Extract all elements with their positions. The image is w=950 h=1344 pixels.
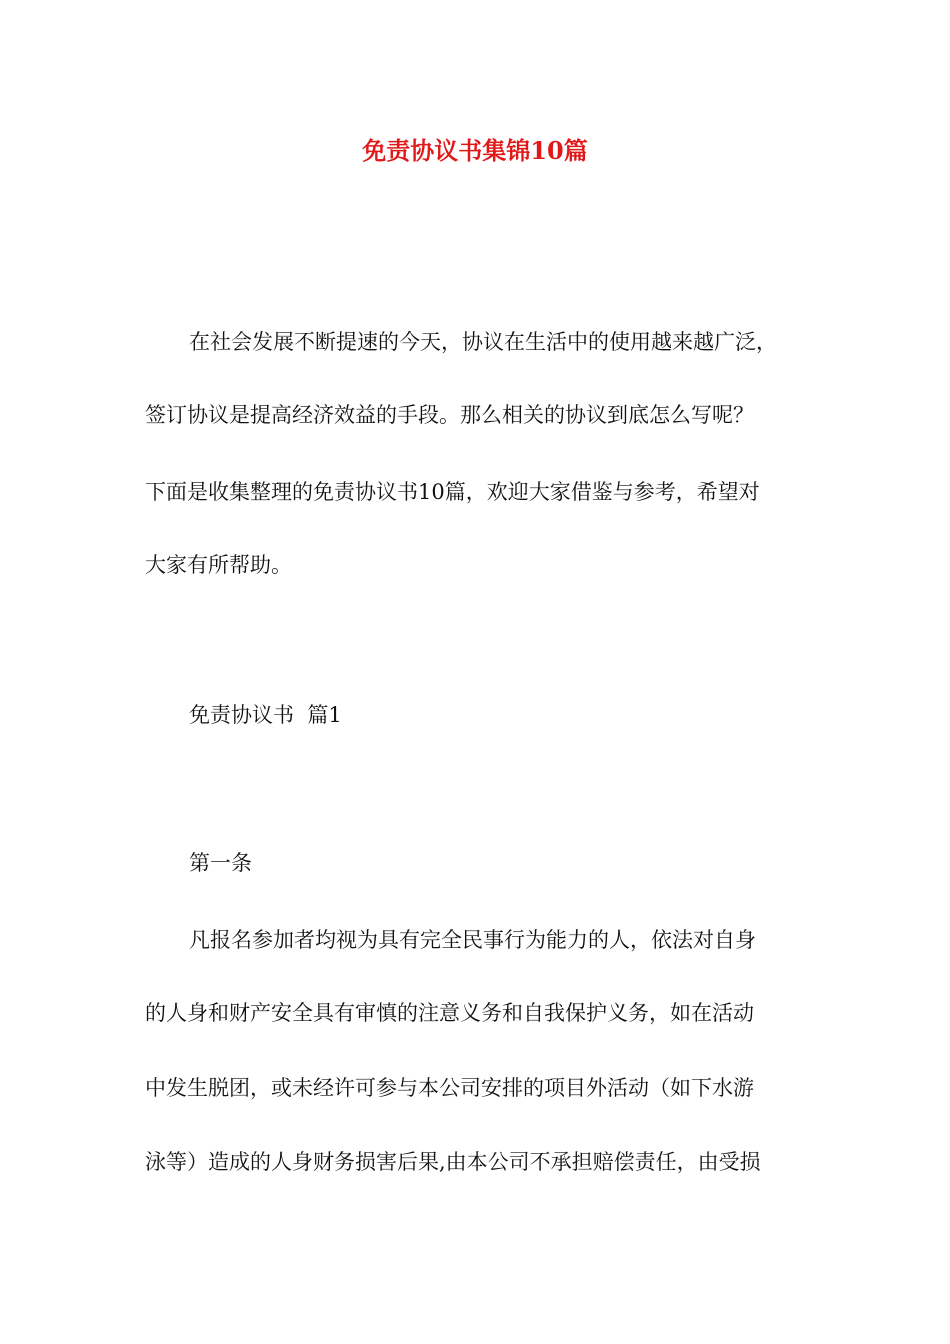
document-title: 免责协议书集锦10篇 [362, 136, 588, 165]
intro-line-2: 签订协议是提高经济效益的手段。那么相关的协议到底怎么写呢？ [145, 403, 754, 427]
intro-line-1: 在社会发展不断提速的今天，协议在生活中的使用越来越广泛， [189, 330, 777, 354]
article-line-3: 中发生脱团，或未经许可参与本公司安排的项目外活动（如下水游 [145, 1076, 754, 1100]
section-heading: 免责协议书 篇1 [189, 703, 342, 727]
article-line-2: 的人身和财产安全具有审慎的注意义务和自我保护义务，如在活动 [145, 1001, 754, 1025]
intro-line-4: 大家有所帮助。 [145, 553, 292, 577]
article-heading: 第一条 [189, 851, 252, 875]
article-line-1: 凡报名参加者均视为具有完全民事行为能力的人，依法对自身 [189, 928, 756, 952]
intro-line-3: 下面是收集整理的免责协议书10篇，欢迎大家借鉴与参考，希望对 [145, 480, 760, 504]
article-line-4: 泳等）造成的人身财务损害后果,由本公司不承担赔偿责任，由受损 [145, 1150, 761, 1174]
